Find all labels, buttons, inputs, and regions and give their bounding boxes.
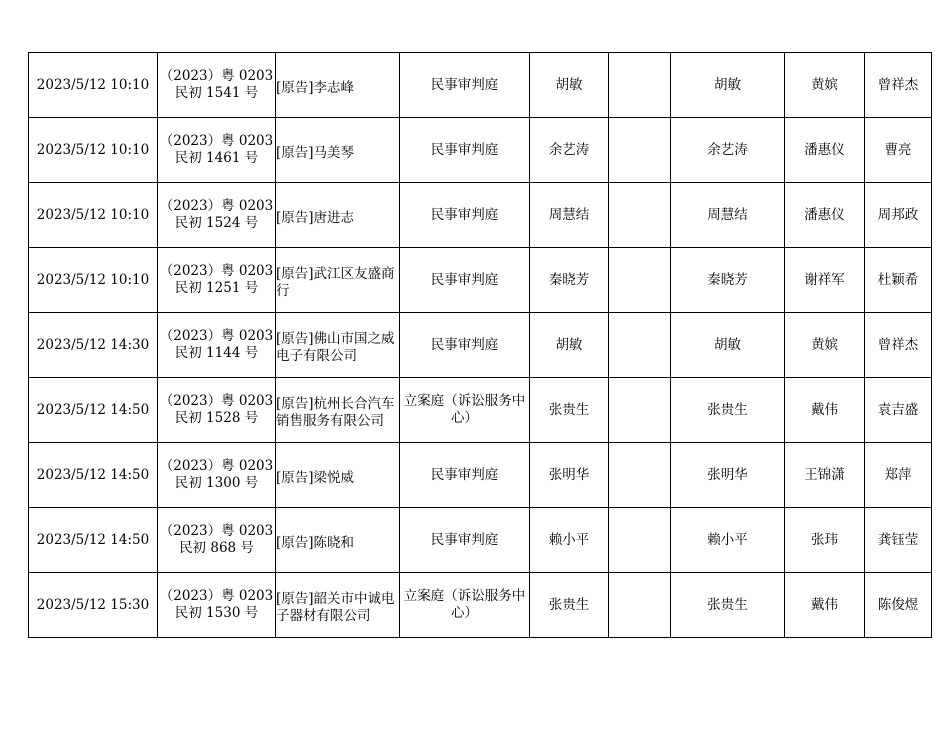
party-text: [原告]李志峰: [276, 79, 355, 96]
clerk-cell: 龚钰莹: [865, 508, 932, 573]
hearing-time-cell: 2023/5/12 10:10: [29, 53, 158, 118]
case-number-cell: （2023）粤 0203 民初 1251 号: [158, 248, 276, 313]
party-text: [原告]武江区友盛商行: [276, 266, 395, 299]
empty-cell: [609, 443, 671, 508]
party-cell: [276, 183, 400, 248]
panel-member-cell: 潘惠仪: [785, 118, 865, 183]
courtroom-cell: 民事审判庭: [400, 508, 530, 573]
hearing-time-cell: 2023/5/12 14:30: [29, 313, 158, 378]
clerk-cell: 袁吉盛: [865, 378, 932, 443]
hearing-time-cell: 2023/5/12 14:50: [29, 508, 158, 573]
case-number-cell: （2023）粤 0203 民初 1300 号: [158, 443, 276, 508]
judge-cell: 赖小平: [530, 508, 609, 573]
judge-cell: 张明华: [530, 443, 609, 508]
party-cell: [276, 248, 400, 313]
table-row: [29, 443, 932, 508]
case-number-cell: （2023）粤 0203 民初 1528 号: [158, 378, 276, 443]
panel-member-cell: 潘惠仪: [785, 183, 865, 248]
clerk-cell: 郑萍: [865, 443, 932, 508]
party-text: [原告]马美琴: [276, 144, 355, 161]
presiding-judge-cell: 胡敏: [671, 313, 785, 378]
hearing-time-cell: 2023/5/12 10:10: [29, 183, 158, 248]
panel-member-cell: 戴伟: [785, 378, 865, 443]
party-text: [原告]杭州长合汽车销售服务有限公司: [276, 396, 395, 429]
hearing-time-cell: 2023/5/12 14:50: [29, 443, 158, 508]
presiding-judge-cell: 赖小平: [671, 508, 785, 573]
empty-cell: [609, 248, 671, 313]
presiding-judge-cell: 秦晓芳: [671, 248, 785, 313]
judge-cell: 胡敏: [530, 313, 609, 378]
party-cell: [276, 118, 400, 183]
hearing-schedule-table: [28, 52, 932, 638]
table-row: [29, 378, 932, 443]
table-body: [29, 53, 932, 638]
party-cell: [276, 378, 400, 443]
party-cell: [276, 443, 400, 508]
table-row: [29, 313, 932, 378]
empty-cell: [609, 313, 671, 378]
courtroom-cell: 立案庭（诉讼服务中心）: [400, 573, 530, 638]
case-number-cell: （2023）粤 0203 民初 868 号: [158, 508, 276, 573]
courtroom-cell: 民事审判庭: [400, 443, 530, 508]
courtroom-cell: 民事审判庭: [400, 53, 530, 118]
panel-member-cell: 王锦潇: [785, 443, 865, 508]
party-cell: [276, 508, 400, 573]
table-row: [29, 53, 932, 118]
empty-cell: [609, 118, 671, 183]
empty-cell: [609, 573, 671, 638]
case-number-cell: （2023）粤 0203 民初 1541 号: [158, 53, 276, 118]
empty-cell: [609, 53, 671, 118]
judge-cell: 余艺涛: [530, 118, 609, 183]
clerk-cell: 曾祥杰: [865, 53, 932, 118]
panel-member-cell: 戴伟: [785, 573, 865, 638]
clerk-cell: 曹亮: [865, 118, 932, 183]
table-row: [29, 508, 932, 573]
case-number-cell: （2023）粤 0203 民初 1530 号: [158, 573, 276, 638]
clerk-cell: 杜颖希: [865, 248, 932, 313]
presiding-judge-cell: 余艺涛: [671, 118, 785, 183]
presiding-judge-cell: 张贵生: [671, 378, 785, 443]
party-text: [原告]佛山市国之威电子有限公司: [276, 331, 395, 364]
party-text: [原告]陈晓和: [276, 534, 355, 551]
party-text: [原告]韶关市中诚电子器材有限公司: [276, 591, 395, 624]
clerk-cell: 周邦政: [865, 183, 932, 248]
judge-cell: 胡敏: [530, 53, 609, 118]
empty-cell: [609, 508, 671, 573]
table-row: [29, 183, 932, 248]
judge-cell: 秦晓芳: [530, 248, 609, 313]
hearing-time-cell: 2023/5/12 10:10: [29, 248, 158, 313]
empty-cell: [609, 183, 671, 248]
empty-cell: [609, 378, 671, 443]
party-cell: [276, 53, 400, 118]
judge-cell: 张贵生: [530, 573, 609, 638]
party-text: [原告]梁悦威: [276, 469, 355, 486]
case-number-cell: （2023）粤 0203 民初 1144 号: [158, 313, 276, 378]
presiding-judge-cell: 胡敏: [671, 53, 785, 118]
party-text: [原告]唐进志: [276, 209, 355, 226]
party-cell: [276, 573, 400, 638]
hearing-time-cell: 2023/5/12 15:30: [29, 573, 158, 638]
hearing-time-cell: 2023/5/12 14:50: [29, 378, 158, 443]
case-number-cell: （2023）粤 0203 民初 1524 号: [158, 183, 276, 248]
judge-cell: 张贵生: [530, 378, 609, 443]
courtroom-cell: 民事审判庭: [400, 118, 530, 183]
panel-member-cell: 黄嫔: [785, 313, 865, 378]
courtroom-cell: 民事审判庭: [400, 183, 530, 248]
courtroom-cell: 民事审判庭: [400, 313, 530, 378]
table-row: [29, 248, 932, 313]
table-row: [29, 573, 932, 638]
panel-member-cell: 谢祥军: [785, 248, 865, 313]
table-row: [29, 118, 932, 183]
courtroom-cell: 民事审判庭: [400, 248, 530, 313]
clerk-cell: 陈俊煜: [865, 573, 932, 638]
presiding-judge-cell: 周慧结: [671, 183, 785, 248]
clerk-cell: 曾祥杰: [865, 313, 932, 378]
presiding-judge-cell: 张贵生: [671, 573, 785, 638]
courtroom-cell: 立案庭（诉讼服务中心）: [400, 378, 530, 443]
hearing-time-cell: 2023/5/12 10:10: [29, 118, 158, 183]
presiding-judge-cell: 张明华: [671, 443, 785, 508]
panel-member-cell: 张玮: [785, 508, 865, 573]
case-number-cell: （2023）粤 0203 民初 1461 号: [158, 118, 276, 183]
judge-cell: 周慧结: [530, 183, 609, 248]
panel-member-cell: 黄嫔: [785, 53, 865, 118]
party-cell: [276, 313, 400, 378]
